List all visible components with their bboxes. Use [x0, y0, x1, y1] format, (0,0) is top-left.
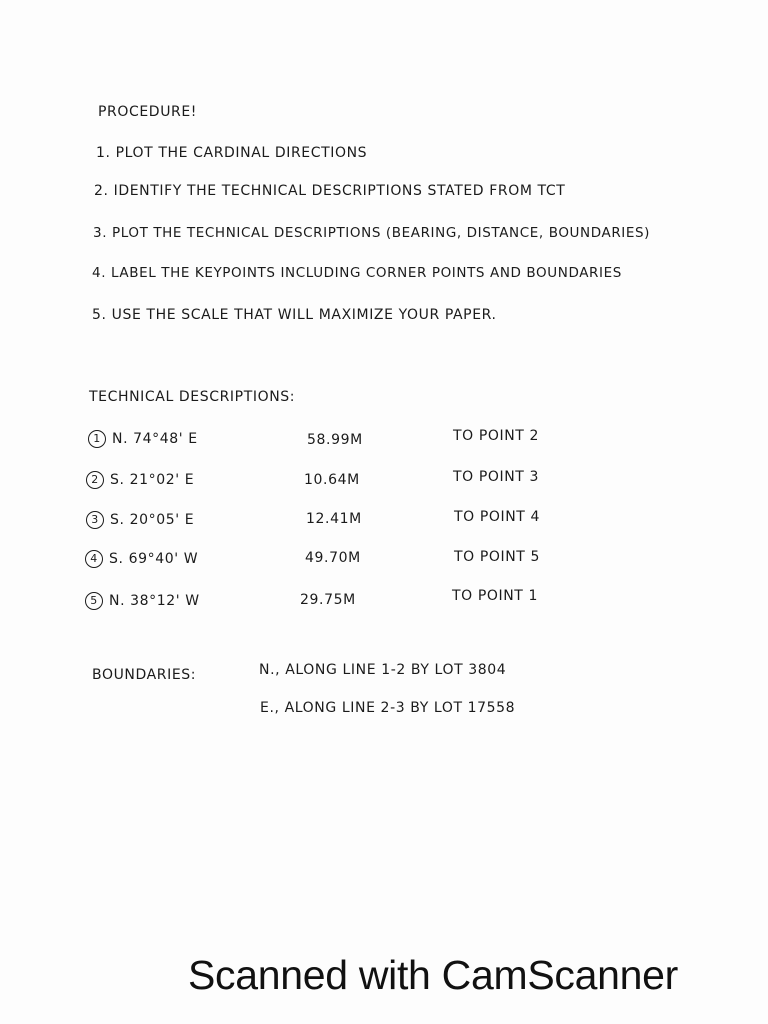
technical-row-4-distance: 49.70M: [305, 550, 361, 566]
technical-row-3-bearing: [86, 511, 194, 529]
technical-row-5-target: TO POINT 1: [452, 588, 538, 604]
boundary-line-north: N., ALONG LINE 1-2 BY LOT 3804: [259, 662, 507, 678]
circled-number: 5: [85, 592, 103, 610]
bearing-text: S. 21°02' E: [110, 472, 195, 488]
technical-row-1-distance: 58.99M: [307, 432, 363, 448]
technical-row-4-bearing: [85, 550, 198, 568]
technical-row-1-target: TO POINT 2: [453, 428, 539, 444]
technical-row-3-distance: 12.41M: [306, 511, 362, 527]
camscanner-watermark: Scanned with CamScanner: [188, 952, 678, 998]
technical-row-2-distance: 10.64M: [304, 472, 360, 488]
boundaries-label: BOUNDARIES:: [92, 667, 197, 683]
circled-number: 3: [86, 511, 104, 529]
procedure-step-2: 2. IDENTIFY THE TECHNICAL DESCRIPTIONS STATED FROM TCT: [94, 183, 566, 199]
technical-heading: TECHNICAL DESCRIPTIONS:: [89, 389, 296, 405]
bearing-text: N. 74°48' E: [112, 431, 198, 447]
procedure-step-1: 1. PLOT THE CARDINAL DIRECTIONS: [96, 145, 368, 161]
technical-row-1-bearing: [88, 430, 198, 448]
circled-number: 4: [85, 550, 103, 568]
boundary-line-east: E., ALONG LINE 2-3 BY LOT 17558: [260, 700, 516, 716]
bearing-text: S. 20°05' E: [110, 512, 195, 528]
procedure-step-3: 3. PLOT THE TECHNICAL DESCRIPTIONS (BEARING, DISTANCE, BOUNDARIES): [93, 225, 651, 241]
technical-row-4-target: TO POINT 5: [454, 549, 540, 565]
technical-row-5-distance: 29.75M: [300, 592, 356, 608]
bearing-text: S. 69°40' W: [109, 551, 199, 567]
technical-row-2-target: TO POINT 3: [453, 469, 539, 485]
bearing-text: N. 38°12' W: [109, 593, 200, 609]
procedure-heading: PROCEDURE!: [98, 104, 198, 120]
technical-row-5-bearing: [85, 592, 200, 610]
circled-number: 2: [86, 471, 104, 489]
procedure-step-4: 4. LABEL THE KEYPOINTS INCLUDING CORNER POINTS AND BOUNDARIES: [92, 265, 622, 281]
technical-row-3-target: TO POINT 4: [454, 509, 540, 525]
circled-number: 1: [88, 430, 106, 448]
procedure-step-5: 5. USE THE SCALE THAT WILL MAXIMIZE YOUR PAPER.: [92, 307, 497, 323]
technical-row-2-bearing: [86, 471, 194, 489]
